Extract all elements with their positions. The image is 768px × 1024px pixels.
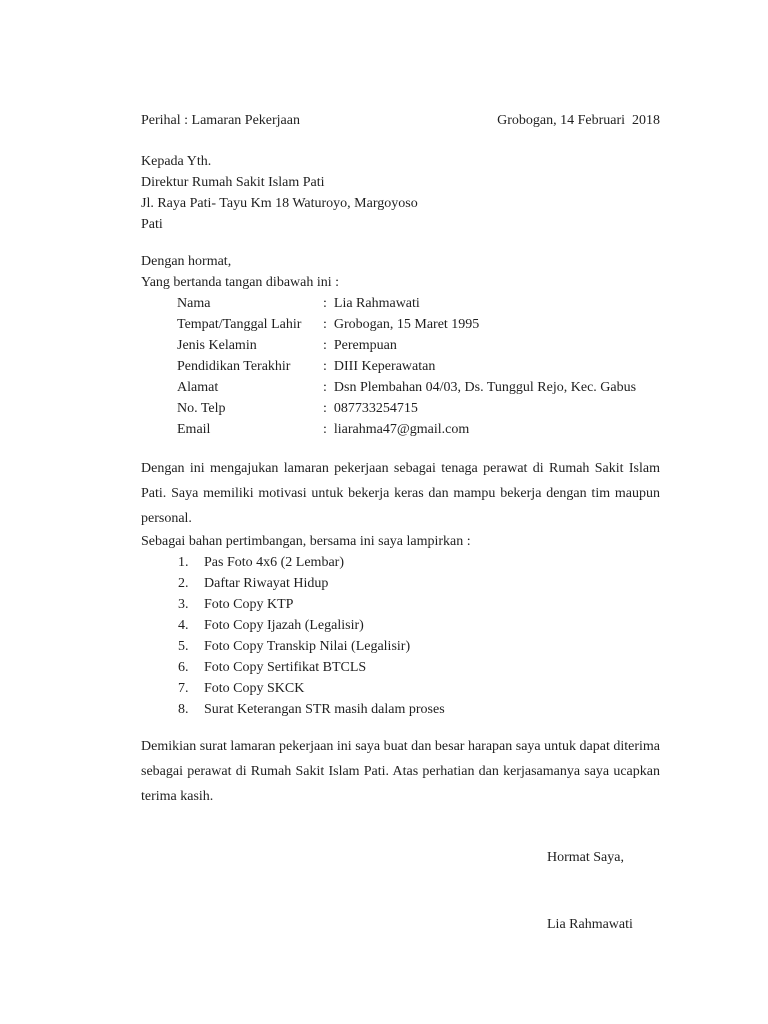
letter-subject: Perihal : Lamaran Pekerjaan bbox=[141, 113, 300, 128]
detail-value: liarahma47@gmail.com bbox=[333, 422, 470, 437]
signature-name: Lia Rahmawati bbox=[547, 917, 633, 932]
detail-row bbox=[141, 314, 660, 335]
detail-colon: : bbox=[323, 317, 327, 332]
attachment-item bbox=[141, 573, 660, 594]
signature-closing: Hormat Saya, bbox=[547, 850, 624, 865]
recipient-line: Kepada Yth. bbox=[141, 154, 212, 169]
detail-value: 087733254715 bbox=[333, 401, 418, 416]
detail-value: Grobogan, 15 Maret 1995 bbox=[333, 317, 480, 332]
detail-colon: : bbox=[323, 296, 327, 311]
attachment-number: 1. bbox=[178, 555, 189, 570]
attachment-text: Surat Keterangan STR masih dalam proses bbox=[204, 702, 445, 717]
attachment-item bbox=[141, 636, 660, 657]
recipient-block bbox=[141, 151, 660, 235]
intro-line: Yang bertanda tangan dibawah ini : bbox=[141, 275, 340, 290]
attachment-text: Daftar Riwayat Hidup bbox=[204, 576, 329, 591]
detail-row bbox=[141, 377, 660, 398]
attachment-number: 3. bbox=[178, 597, 189, 612]
attachments-intro: Sebagai bahan pertimbangan, bersama ini saya lampirkan : bbox=[141, 534, 471, 549]
detail-label: Nama bbox=[177, 296, 211, 311]
recipient-line: Pati bbox=[141, 217, 163, 232]
subject-row bbox=[141, 110, 660, 131]
attachment-item bbox=[141, 594, 660, 615]
detail-label: Jenis Kelamin bbox=[177, 338, 257, 353]
details-block bbox=[141, 293, 660, 440]
attachment-number: 2. bbox=[178, 576, 189, 591]
detail-label: Email bbox=[177, 422, 211, 437]
detail-row bbox=[141, 356, 660, 377]
detail-value: Perempuan bbox=[333, 338, 397, 353]
salutation: Dengan hormat, bbox=[141, 254, 232, 269]
attachment-text: Foto Copy Ijazah (Legalisir) bbox=[204, 618, 364, 633]
attachments-list bbox=[141, 552, 660, 720]
attachment-item bbox=[141, 552, 660, 573]
attachment-number: 6. bbox=[178, 660, 189, 675]
closing-paragraph: Demikian surat lamaran pekerjaan ini saya buat dan besar harapan saya untuk dapat diterima sebagai perawat di Rumah Sakit Islam Pati. Atas perhatian dan kerjasamanya saya ucapkan terima kasih. bbox=[141, 739, 660, 804]
detail-row bbox=[141, 419, 660, 440]
detail-label: No. Telp bbox=[177, 401, 226, 416]
body-paragraph: Dengan ini mengajukan lamaran pekerjaan sebagai tenaga perawat di Rumah Sakit Islam Pati. Saya memiliki motivasi untuk bekerja keras dan mampu bekerja dengan tim maupun personal. bbox=[141, 461, 660, 526]
letter-dateline: Grobogan, 14 Februari 2018 bbox=[497, 113, 660, 128]
detail-colon: : bbox=[323, 401, 327, 416]
attachment-item bbox=[141, 678, 660, 699]
attachment-item bbox=[141, 615, 660, 636]
detail-colon: : bbox=[323, 422, 327, 437]
attachment-item bbox=[141, 657, 660, 678]
attachment-number: 5. bbox=[178, 639, 189, 654]
attachment-text: Foto Copy SKCK bbox=[204, 681, 305, 696]
detail-row bbox=[141, 335, 660, 356]
attachment-text: Foto Copy Transkip Nilai (Legalisir) bbox=[204, 639, 411, 654]
attachment-number: 8. bbox=[178, 702, 189, 717]
attachment-item bbox=[141, 699, 660, 720]
signature-block bbox=[547, 847, 660, 935]
attachment-number: 7. bbox=[178, 681, 189, 696]
detail-colon: : bbox=[323, 359, 327, 374]
detail-colon: : bbox=[323, 380, 327, 395]
detail-value: Dsn Plembahan 04/03, Ds. Tunggul Rejo, Kec. Gabus bbox=[333, 380, 637, 395]
recipient-line: Direktur Rumah Sakit Islam Pati bbox=[141, 175, 325, 190]
attachment-number: 4. bbox=[178, 618, 189, 633]
detail-label: Alamat bbox=[177, 380, 219, 395]
detail-row bbox=[141, 398, 660, 419]
detail-row bbox=[141, 293, 660, 314]
detail-value: Lia Rahmawati bbox=[333, 296, 420, 311]
attachment-text: Pas Foto 4x6 (2 Lembar) bbox=[204, 555, 344, 570]
detail-label: Pendidikan Terakhir bbox=[177, 359, 291, 374]
attachment-text: Foto Copy KTP bbox=[204, 597, 294, 612]
detail-colon: : bbox=[323, 338, 327, 353]
detail-value: DIII Keperawatan bbox=[333, 359, 436, 374]
recipient-line: Jl. Raya Pati- Tayu Km 18 Waturoyo, Margoyoso bbox=[141, 196, 418, 211]
attachment-text: Foto Copy Sertifikat BTCLS bbox=[204, 660, 367, 675]
detail-label: Tempat/Tanggal Lahir bbox=[177, 317, 302, 332]
